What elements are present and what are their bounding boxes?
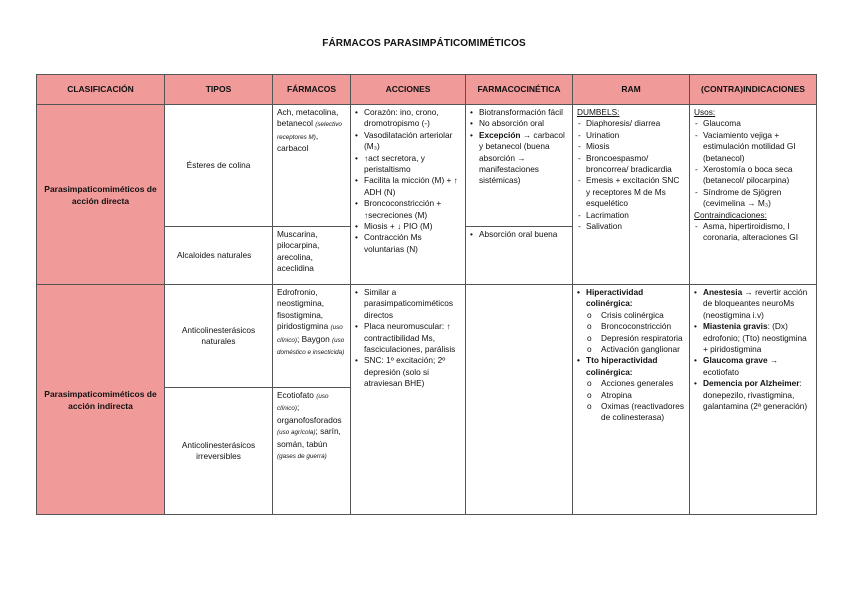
list-item: - Emesis + excitación SNC y receptores M de Ms esquelético — [577, 175, 685, 209]
list-item: • Tto hiperactividad colinérgica: o Acciones generales o Atropina o Oximas (reactivadores de colinesterasa) — [577, 355, 685, 423]
header-farmacocinetica: FARMACOCINÉTICA — [466, 75, 573, 105]
acciones-directa — [351, 105, 466, 285]
tipo-anticolinesterasicos-irreversibles: Anticolinesterásicos irreversibles — [165, 388, 273, 515]
note-uso-agricola: (uso agrícola) — [277, 429, 316, 437]
header-row — [37, 75, 817, 105]
acciones-indirecta — [351, 285, 466, 515]
list-item: • Miastenia gravis: (Dx) edrofonio; (Tto) neostigmina + piridostigmina — [694, 321, 812, 355]
list-item: • Contracción Ms voluntarias (N) — [355, 232, 461, 255]
list-item: • Hiperactividad colinérgica: o Crisis colinérgica o Broncoconstricción o Depresión respiratoria o Activación ganglionar — [577, 287, 685, 355]
list-item: - Lacrimation — [577, 210, 685, 221]
list-item: • Corazón: ino, crono, dromotropismo (-) — [355, 107, 461, 130]
clasif-directa: Parasimpaticomiméticos de acción directa — [37, 105, 165, 285]
usos-title: Usos: — [694, 107, 716, 117]
list-item: • Vasodilatación arteriolar (M₃) — [355, 130, 461, 153]
note-selectivo: (selectivo receptores M) — [277, 121, 342, 141]
list-item: - Asma, hipertiroidismo, I coronaria, alteraciones GI — [694, 221, 812, 244]
farmacocinetica-indirecta — [466, 285, 573, 515]
list-item: o Activación ganglionar — [577, 344, 685, 355]
list-item: • Biotransformación fácil — [470, 107, 568, 118]
farmacos-irreversibles: Ecotiofato (uso clínico); organofosforados (uso agrícola); sarín, somán, tabún (gases de guerra) — [273, 388, 351, 515]
list-item: • SNC: 1º excitación; 2º depresión (solo si atraviesan BHE) — [355, 355, 461, 389]
list-item: • Demencia por Alzheimer: donepezilo, rivastigmina, galantamina (2ª generación) — [694, 378, 812, 412]
ram-indirecta — [573, 285, 690, 515]
list-item: • Absorción oral buena — [470, 229, 568, 240]
clasif-indirecta: Parasimpaticomiméticos de acción indirecta — [37, 285, 165, 515]
note-gases-guerra: (gases de guerra) — [277, 453, 327, 461]
list-item: o Crisis colinérgica — [577, 310, 685, 321]
header-ram: RAM — [573, 75, 690, 105]
list-item: o Oximas (reactivadores de colinesterasa) — [577, 401, 685, 424]
list-item: - Síndrome de Sjögren (cevimelina → M₃) — [694, 187, 812, 210]
table-row — [37, 285, 817, 388]
header-tipos: TIPOS — [165, 75, 273, 105]
drug-table — [36, 74, 817, 515]
list-item: • Similar a parasimpaticomiméticos directos — [355, 287, 461, 321]
farmacos-esteres: Ach, metacolina, betanecol (selectivo receptores M), carbacol — [273, 105, 351, 227]
list-item: - Diaphoresis/ diarrea — [577, 118, 685, 129]
list-item: • Glaucoma grave → ecotiofato — [694, 355, 812, 378]
list-item: • Excepción → carbacol y betanecol (buena absorción → manifestaciones sistémicas) — [470, 130, 568, 187]
header-indicaciones: (CONTRA)INDICACIONES — [690, 75, 817, 105]
list-item: • Facilita la micción (M) + ↑ ADH (N) — [355, 175, 461, 198]
indicaciones-directa — [690, 105, 817, 285]
header-farmacos: FÁRMACOS — [273, 75, 351, 105]
list-item: • Miosis + ↓ PIO (M) — [355, 221, 461, 232]
list-item: - Vaciamiento vejiga + estimulación motilidad GI (betanecol) — [694, 130, 812, 164]
list-item: • Anestesia → revertir acción de bloqueantes neuroMs (neostigmina i.v) — [694, 287, 812, 321]
header-clasificacion: CLASIFICACIÓN — [37, 75, 165, 105]
list-item: - Glaucoma — [694, 118, 812, 129]
list-item: o Atropina — [577, 390, 685, 401]
note-uso-clinico: (uso clínico) — [277, 393, 329, 413]
note-uso-domestico: (uso doméstico e insecticida) — [277, 336, 345, 357]
ram-directa — [573, 105, 690, 285]
list-item: o Depresión respiratoria — [577, 333, 685, 344]
contraindicaciones-title: Contraindicaciones: — [694, 209, 767, 220]
ram-title: DUMBELS: — [577, 107, 620, 117]
list-item: • No absorción oral — [470, 118, 568, 129]
tipo-esteres-colina: Ésteres de colina — [165, 105, 273, 227]
list-item: - Xerostomía o boca seca (betanecol/ pilocarpina) — [694, 164, 812, 187]
list-item: o Acciones generales — [577, 378, 685, 389]
note-uso-clinico: (uso clínico) — [277, 324, 343, 344]
list-item: - Urination — [577, 130, 685, 141]
indicaciones-indirecta — [690, 285, 817, 515]
header-acciones: ACCIONES — [351, 75, 466, 105]
list-item: • ↑act secretora, y peristaltismo — [355, 153, 461, 176]
tipo-alcaloides: Alcaloides naturales — [165, 227, 273, 285]
acciones-directa-list — [355, 107, 461, 255]
list-item: • Placa neuromuscular: ↑ contractibilidad Ms, fasciculaciones, parálisis — [355, 321, 461, 355]
table-row — [37, 105, 817, 227]
tipo-anticolinesterasicos-naturales: Anticolinesterásicos naturales — [165, 285, 273, 388]
page-title: FÁRMACOS PARASIMPÁTICOMIMÉTICOS — [322, 38, 526, 49]
list-item: • Broncoconstricción + ↑secreciones (M) — [355, 198, 461, 221]
farmacocinetica-alcaloides — [466, 227, 573, 285]
farmacos-alcaloides: Muscarina, pilocarpina, arecolina, aceclidina — [273, 227, 351, 285]
list-item: o Broncoconstricción — [577, 321, 685, 332]
list-item: - Salivation — [577, 221, 685, 232]
list-item: - Miosis — [577, 141, 685, 152]
farmacos-naturales: Edrofronio, neostigmina, fisostigmina, piridostigmina (uso clínico); Baygon (uso doméstico e insecticida) — [273, 285, 351, 388]
list-item: - Broncoespasmo/ broncorrea/ bradicardia — [577, 153, 685, 176]
farmacocinetica-esteres — [466, 105, 573, 227]
